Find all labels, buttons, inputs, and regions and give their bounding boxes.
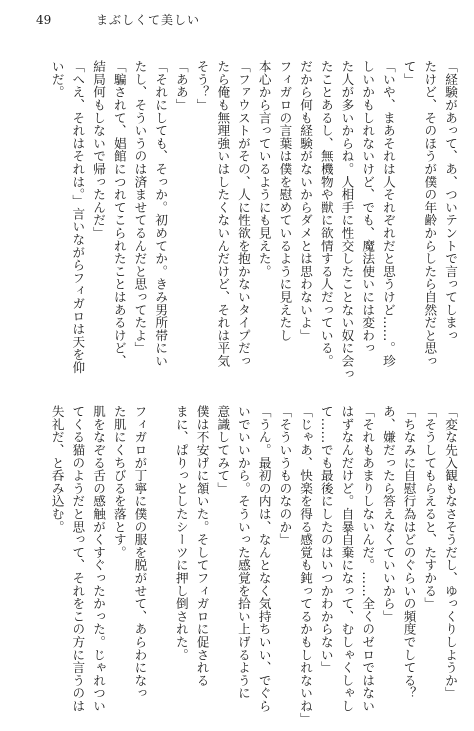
text-column: て……でも最後にしたのはいつかわからない」 xyxy=(318,405,334,674)
text-column-blank xyxy=(149,405,170,717)
text-column: たことあるし、無機物や獣に欲情する人だっている。 xyxy=(318,60,334,368)
text-column: 意識してみて」 xyxy=(215,405,231,495)
text-column: 「それにしても、そっか。初めてか。きみ男所帯にい xyxy=(153,60,169,368)
text-column: てくる猫のようだと思って、それをこの方に言うのは xyxy=(70,405,86,713)
text-column: 「じゃあ、快楽を得る感覚も鈍ってるかもしれないね」 xyxy=(298,405,314,725)
text-column: 「騙されて、娼館につれてこられたことはあるけど、 xyxy=(111,60,127,368)
text-block-bottom xyxy=(46,405,460,725)
text-column: た肌にくちびるを落とす。 xyxy=(111,405,127,559)
text-column: はずなんだけど。自暴自棄になって、むしゃくしゃし xyxy=(339,405,355,713)
text-column: 「へえ、それはそれは。」言いながらフィガロは天を仰 xyxy=(70,60,86,374)
text-column: いだ。 xyxy=(49,60,65,99)
text-column: そう？」 xyxy=(194,60,210,112)
text-column: 「そうしてもらえると、たすかる」 xyxy=(422,405,438,610)
text-column: 「それもあまりしないんだ。……全くのゼロではない xyxy=(360,405,376,713)
page-number: 49 xyxy=(36,13,52,27)
text-column: 「いや、まあそれは人それぞれだと思うけど……。珍 xyxy=(380,60,396,368)
text-column: 本心から言っているようにも見えた。 xyxy=(256,60,272,278)
text-column: 「そういうものなのか」 xyxy=(277,405,293,546)
text-column: いでいいから。そういった感覚を拾い上げるように xyxy=(235,405,251,700)
text-column: 失礼だ、と呑み込む。 xyxy=(49,405,65,533)
text-column: たし、そういうのは済ませてるんだと思ってたよ」 xyxy=(132,60,148,355)
running-title: まぶしくて美しい xyxy=(96,13,201,27)
text-column: だから何も経験がないからダメとは思わないよ」 xyxy=(298,60,314,342)
text-column: 「ああ」 xyxy=(173,60,189,112)
text-column: 肌をなぞる舌の感触がくすぐったかった。じゃれつい xyxy=(91,405,107,713)
text-column: 「変な先入観もなさそうだし、ゆっくりしようか」 xyxy=(443,405,458,700)
text-column: フィガロの言葉は僕を慰めているように見えたし xyxy=(277,60,293,342)
text-column: 僕は不安げに頷いた。そしてフィガロに促される xyxy=(194,405,210,687)
text-column: フィガロが丁寧に僕の服を脱がせて、あらわになっ xyxy=(132,405,148,700)
text-column: 「ファウストがその、人に性欲を抱かないタイプだっ xyxy=(235,60,251,368)
text-column: 「ちなみに自慰行為はどのぐらいの頻度でしてる？ xyxy=(401,405,417,700)
text-column: まに、ぱりっとしたシーツに押し倒された。 xyxy=(173,405,189,661)
text-column: たけど、そのほうが僕の年齢からしたら自然だと思っ xyxy=(422,60,438,368)
text-column: て」 xyxy=(401,60,417,86)
text-column: 「うん。最初の内は、なんとなく気持ちいい、でぐら xyxy=(256,405,272,713)
text-column: しいかもしれないけど、でも、魔法使いには変わっ xyxy=(360,60,376,355)
text-column: たら俺も無理強いはしたくないんだけど、それは平気 xyxy=(215,60,231,368)
text-column: あ、嫌だったら答えなくていいから」 xyxy=(380,405,396,623)
text-column: 「経験があって、あ、ついテントで言ってしまっ xyxy=(443,60,458,342)
text-block-top xyxy=(46,60,460,380)
text-column: 結局何もしないで帰ったんだ」 xyxy=(91,60,107,240)
text-column: た人が多いからね。人相手に性交したことない奴に会っ xyxy=(339,60,355,380)
